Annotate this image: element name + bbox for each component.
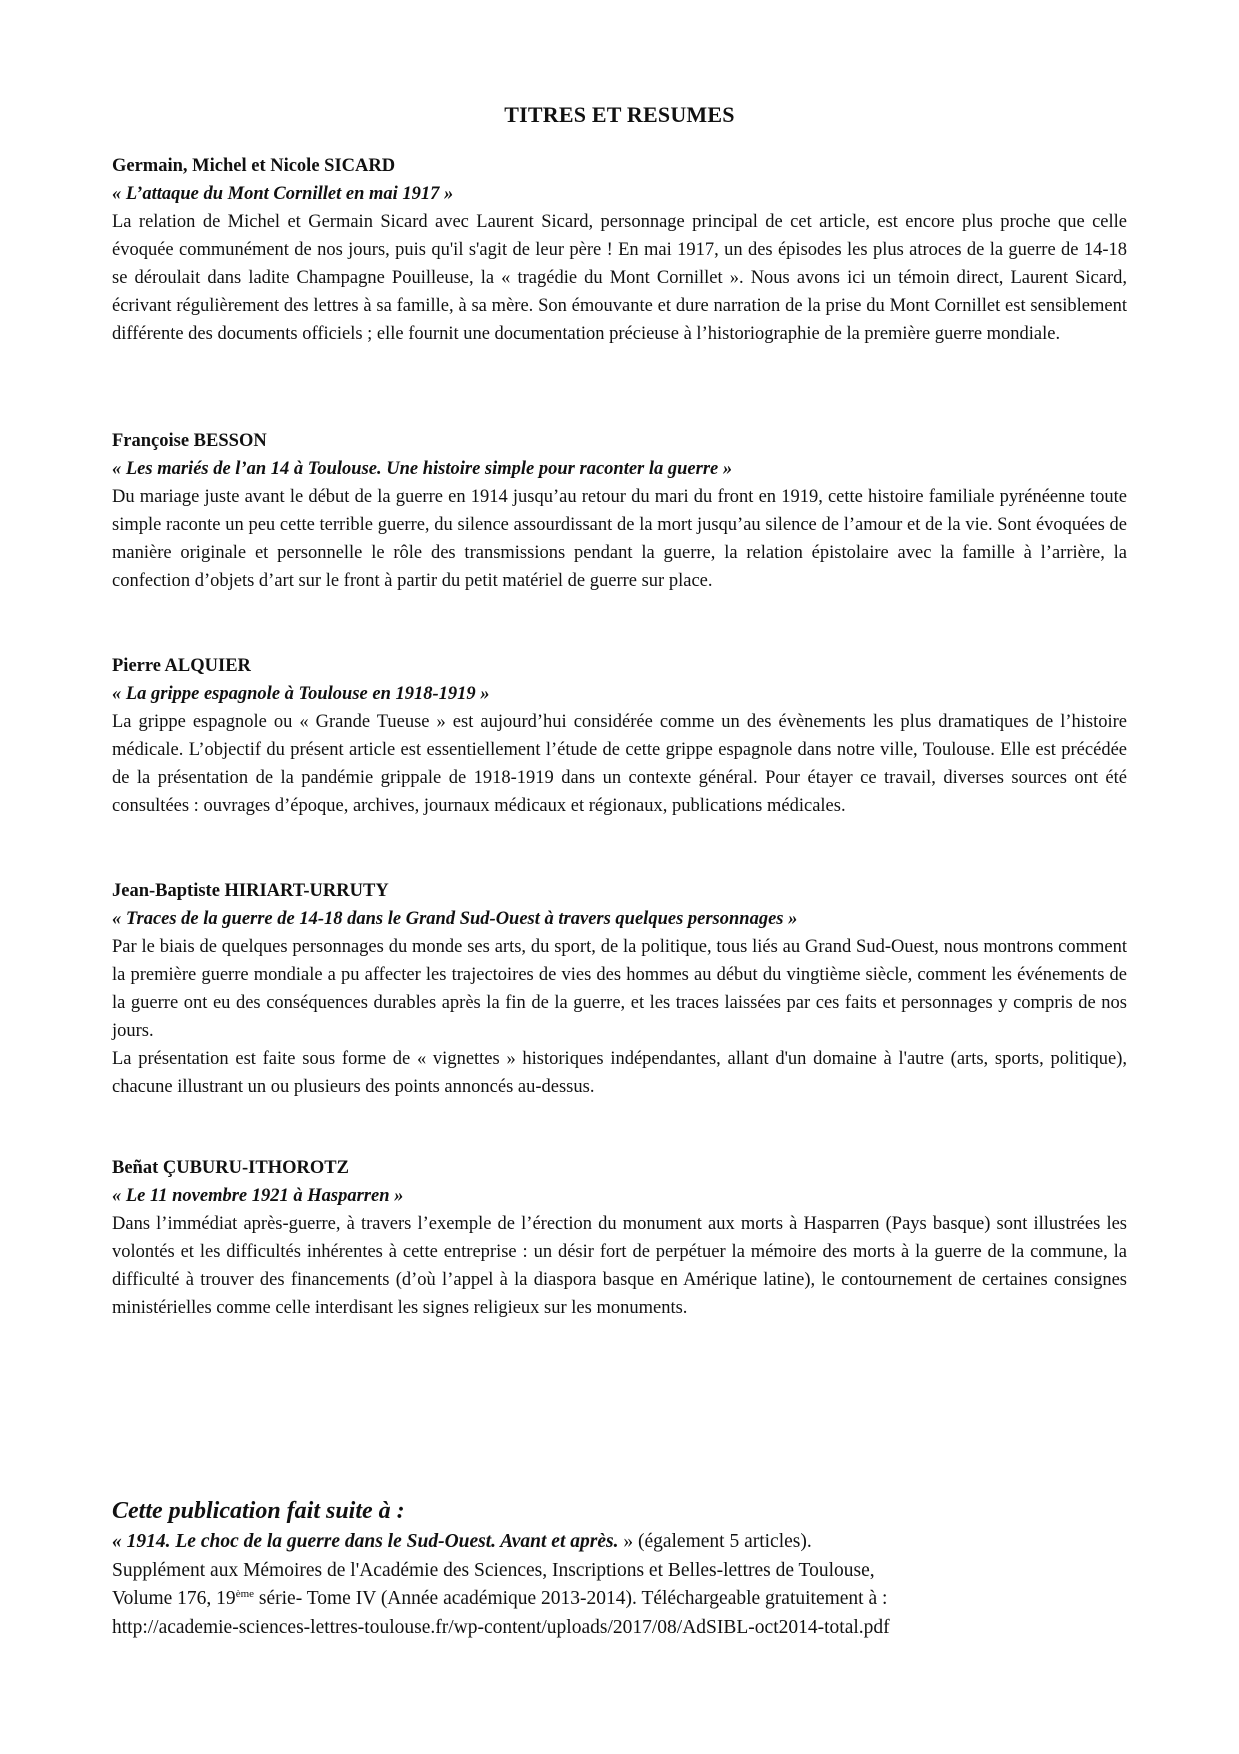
- entry-author: Beñat ÇUBURU-ITHOROTZ: [112, 1158, 349, 1178]
- abstract-paragraph: Du mariage juste avant le début de la guerre en 1914 jusqu’au retour du mari du front en 1919, cette histoire familiale pyrénéenne toute simple raconte un peu cette terrible guerre, du silence assourdissant de la mort jusqu’au silence de l’amour et de la vie. Sont évoquées de manière originale et personnelle le rôle des transmissions pendant la guerre, la relation épistolaire avec la famille à l’arrière, la confection d’objets d’art sur le front à partir du petit matériel de guerre sur place.: [112, 487, 1127, 591]
- entry-title: « L’attaque du Mont Cornillet en mai 1917 »: [112, 184, 454, 204]
- volume-line: [112, 1585, 1127, 1614]
- volume-superscript: ème: [235, 1588, 255, 1600]
- entry-author: Germain, Michel et Nicole SICARD: [112, 156, 396, 176]
- entry-title: « Le 11 novembre 1921 à Hasparren »: [112, 1186, 404, 1206]
- previous-publication-note: » (également 5 articles).: [618, 1531, 812, 1552]
- entry-author: Françoise BESSON: [112, 431, 267, 451]
- entry-besson: [112, 427, 1127, 595]
- entry-title: « La grippe espagnole à Toulouse en 1918-1919 »: [112, 684, 490, 704]
- publication-note-heading: Cette publication fait suite à :: [112, 1498, 405, 1524]
- volume-prefix: Volume 176, 19: [112, 1588, 236, 1609]
- entry-abstract: [112, 483, 1127, 595]
- entry-sicard: [112, 152, 1127, 348]
- entry-abstract: [112, 208, 1127, 348]
- abstract-paragraph: Par le biais de quelques personnages du monde ses arts, du sport, de la politique, tous liés au Grand Sud-Ouest, nous montrons comment la première guerre mondiale a pu affecter les trajectoires de vies des hommes au début du vingtième siècle, comment les événements de la guerre ont eu des conséquences durables après la fin de la guerre, et les traces laissées par ces faits et personnages y compris de nos jours.: [112, 937, 1127, 1041]
- abstract-paragraph: La relation de Michel et Germain Sicard avec Laurent Sicard, personnage principal de cet article, est encore plus proche que celle évoquée communément de nos jours, puis qu'il s'agit de leur père ! En mai 1917, un des épisodes les plus atroces de la guerre de 14-18 se déroulait dans ladite Champagne Pouilleuse, la « tragédie du Mont Cornillet ». Nous avons ici un témoin direct, Laurent Sicard, écrivant régulièrement des lettres à sa famille, à sa mère. Son émouvante et dure narration de la prise du Mont Cornillet est sensiblement différente des documents officiels ; elle fournit une documentation précieuse à l’historiographie de la première guerre mondiale.: [112, 212, 1127, 344]
- entry-author: Pierre ALQUIER: [112, 656, 251, 676]
- entry-abstract: [112, 933, 1127, 1101]
- previous-publication-title: « 1914. Le choc de la guerre dans le Sud-Ouest. Avant et après.: [112, 1531, 619, 1552]
- entry-abstract: [112, 708, 1127, 820]
- entry-title: « Les mariés de l’an 14 à Toulouse. Une histoire simple pour raconter la guerre »: [112, 459, 733, 479]
- entry-cuburu-ithorotz: [112, 1154, 1127, 1322]
- publication-note: [112, 1494, 1127, 1642]
- entry-title: « Traces de la guerre de 14-18 dans le Grand Sud-Ouest à travers quelques personnages »: [112, 909, 798, 929]
- entry-abstract: [112, 1210, 1127, 1322]
- page-title: TITRES ET RESUMES: [504, 102, 735, 127]
- entry-hiriart-urruty: [112, 877, 1127, 1101]
- entry-author: Jean-Baptiste HIRIART-URRUTY: [112, 881, 389, 901]
- download-url-line: [112, 1614, 1127, 1643]
- abstract-paragraph: La présentation est faite sous forme de « vignettes » historiques indépendantes, allant d'un domaine à l'autre (arts, sports, politique), chacune illustrant un ou plusieurs des points annoncés au-dessus.: [112, 1049, 1127, 1097]
- entry-alquier: [112, 652, 1127, 820]
- abstract-paragraph: Dans l’immédiat après-guerre, à travers l’exemple de l’érection du monument aux morts à Hasparren (Pays basque) sont illustrées les volontés et les difficultés inhérentes à cette entreprise : un désir fort de perpétuer la mémoire des morts à la guerre de la commune, la difficulté à trouver des financements (d’où l’appel à la diaspora basque en Amérique latine), le contournement de certaines consignes ministérielles comme celle interdisant les signes religieux sur les monuments.: [112, 1214, 1127, 1318]
- download-url-link[interactable]: http://academie-sciences-lettres-toulouse.fr/wp-content/uploads/2017/08/AdSIBL-oct2014-total.pdf: [112, 1616, 890, 1638]
- abstract-paragraph: La grippe espagnole ou « Grande Tueuse » est aujourd’hui considérée comme un des évènements les plus dramatiques de l’histoire médicale. L’objectif du présent article est essentiellement l’étude de cette grippe espagnole dans notre ville, Toulouse. Elle est précédée de la présentation de la pandémie grippale de 1918-1919 dans un contexte général. Pour étayer ce travail, diverses sources ont été consultées : ouvrages d’époque, archives, journaux médicaux et régionaux, publications médicales.: [112, 712, 1127, 816]
- volume-suffix: série- Tome IV (Année académique 2013-2014). Téléchargeable gratuitement à :: [254, 1588, 888, 1609]
- previous-publication-line: [112, 1528, 1127, 1557]
- supplement-line: Supplément aux Mémoires de l'Académie des Sciences, Inscriptions et Belles-lettres de Toulouse,: [112, 1559, 875, 1581]
